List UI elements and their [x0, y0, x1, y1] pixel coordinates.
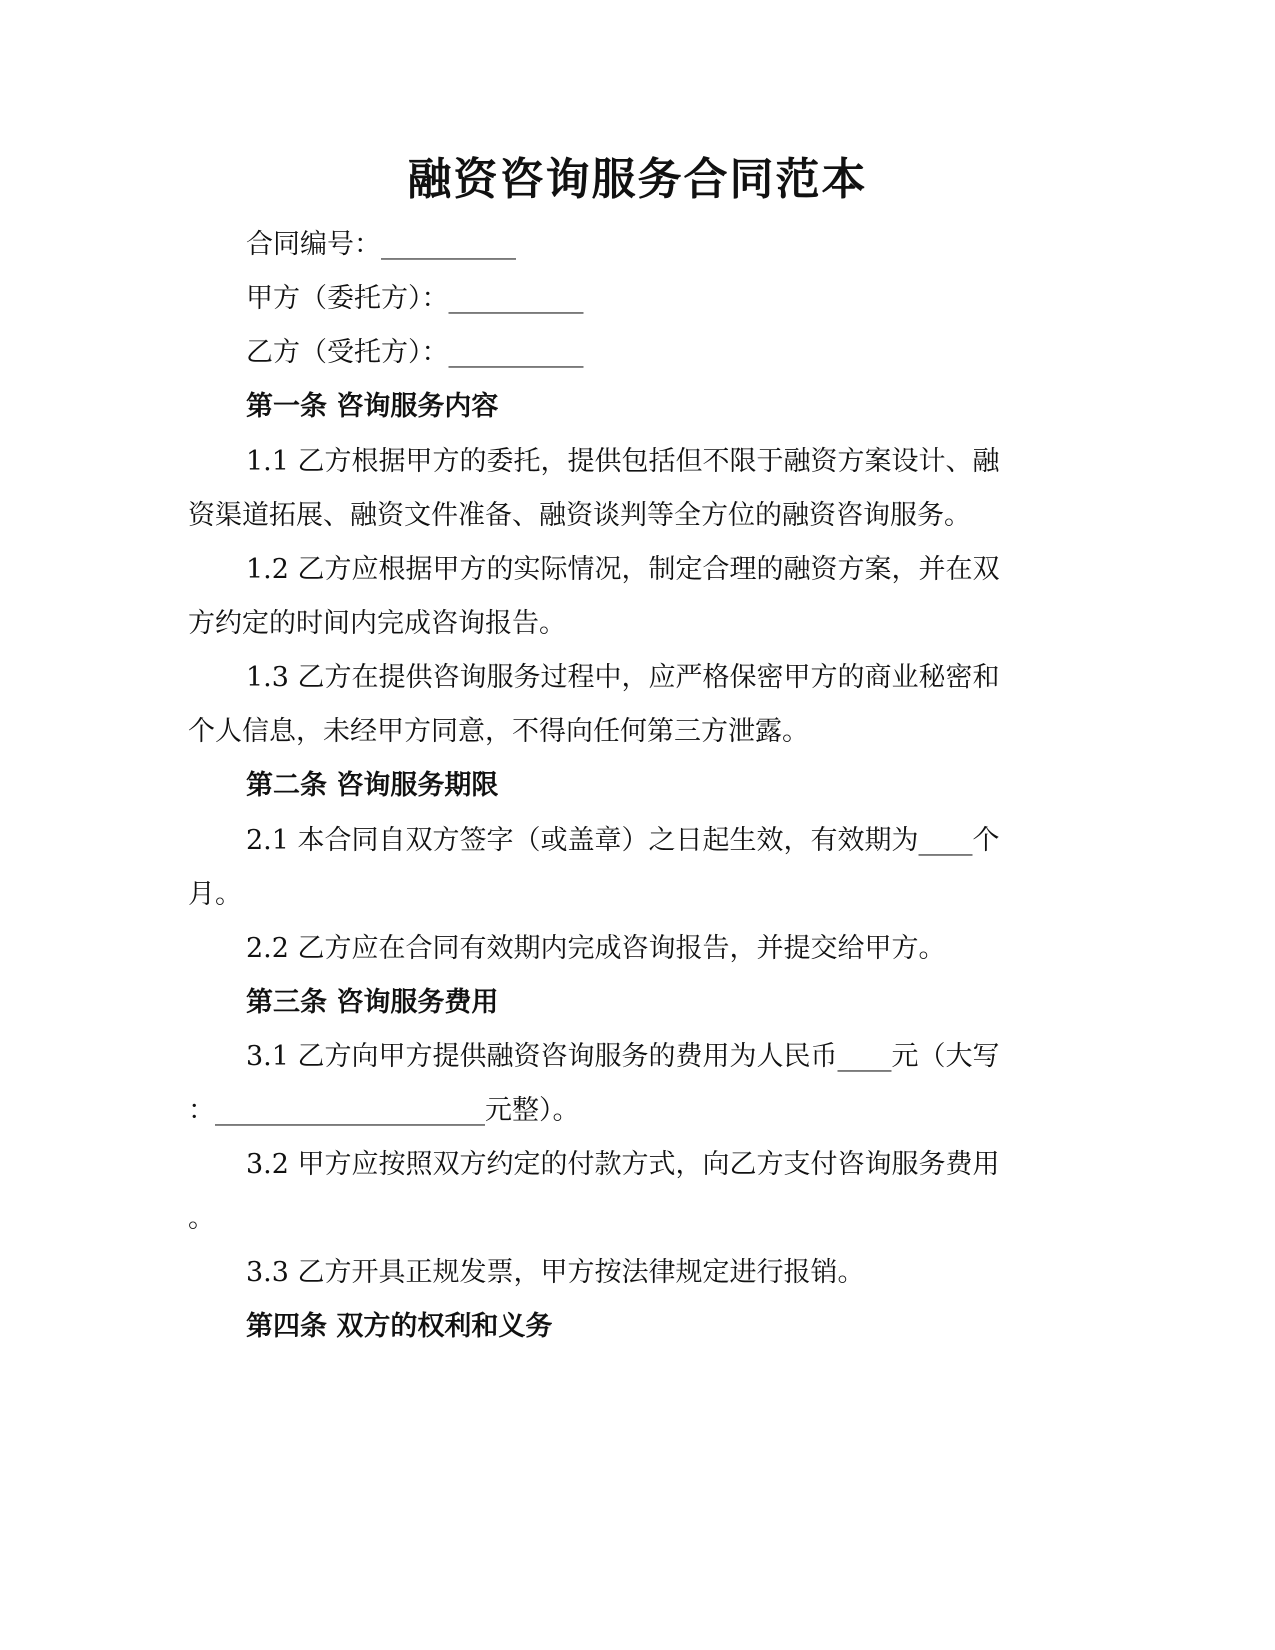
clause-2-1-line-1: 2.1 本合同自双方签字（或盖章）之日起生效，有效期为____个	[246, 825, 1000, 856]
article-3-heading: 第三条 咨询服务费用	[246, 987, 499, 1018]
clause-1-1-line-2: 资渠道拓展、融资文件准备、融资谈判等全方位的融资咨询服务。	[188, 500, 971, 531]
clause-2-2-line-1: 2.2 乙方应在合同有效期内完成咨询报告，并提交给甲方。	[246, 933, 946, 964]
article-2-heading: 第二条 咨询服务期限	[246, 770, 499, 801]
clause-1-3-line-1: 1.3 乙方在提供咨询服务过程中，应严格保密甲方的商业秘密和	[246, 662, 1000, 693]
contract-number-field: 合同编号：__________	[246, 229, 516, 260]
clause-1-2-line-1: 1.2 乙方应根据甲方的实际情况，制定合理的融资方案，并在双	[246, 554, 1000, 585]
article-1-heading: 第一条 咨询服务内容	[246, 391, 499, 422]
clause-2-1-line-2: 月。	[188, 879, 242, 910]
clause-3-2-line-1: 3.2 甲方应按照双方约定的付款方式，向乙方支付咨询服务费用	[246, 1149, 1000, 1180]
clause-1-3-line-2: 个人信息，未经甲方同意，不得向任何第三方泄露。	[188, 716, 809, 747]
clause-3-1-line-2: ：____________________元整）。	[188, 1095, 580, 1126]
clause-3-3-line-1: 3.3 乙方开具正规发票，甲方按法律规定进行报销。	[246, 1257, 865, 1288]
clause-1-2-line-2: 方约定的时间内完成咨询报告。	[188, 608, 566, 639]
article-4-heading: 第四条 双方的权利和义务	[246, 1311, 553, 1342]
clause-3-2-line-2: 。	[188, 1203, 215, 1234]
party-b-field: 乙方（受托方）：__________	[246, 337, 584, 368]
clause-1-1-line-1: 1.1 乙方根据甲方的委托，提供包括但不限于融资方案设计、融	[246, 446, 1000, 477]
clause-3-1-line-1: 3.1 乙方向甲方提供融资咨询服务的费用为人民币____元（大写	[246, 1041, 1000, 1072]
document-title: 融资咨询服务合同范本	[407, 154, 868, 205]
party-a-field: 甲方（委托方）：__________	[246, 283, 584, 314]
